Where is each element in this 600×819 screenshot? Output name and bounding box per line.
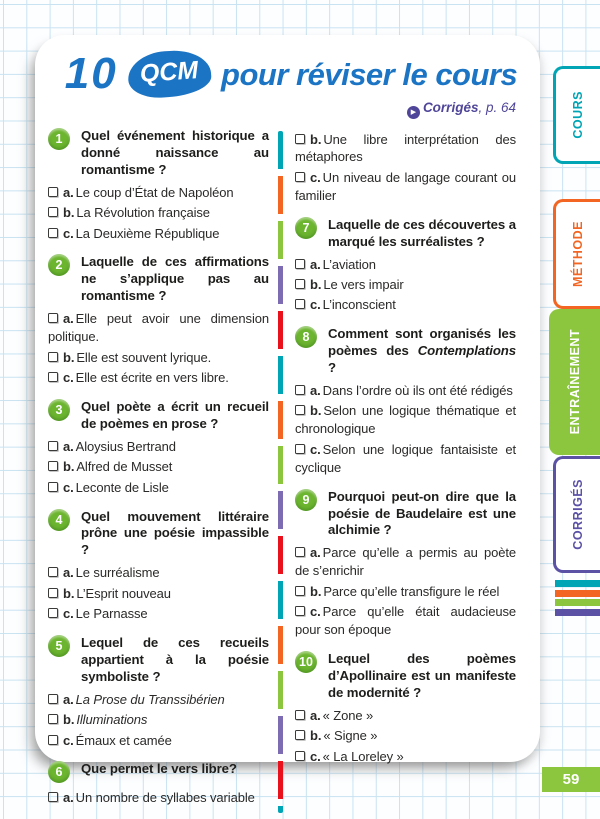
page-number: 59 (562, 771, 580, 788)
section-color-bars (555, 580, 600, 618)
checkbox-icon[interactable] (48, 352, 58, 362)
question-number: 2 (48, 254, 70, 276)
checkbox-icon[interactable] (295, 172, 305, 182)
answer-option[interactable]: c. Leconte de Lisle (48, 479, 269, 497)
checkbox-icon[interactable] (295, 606, 305, 616)
answer-option[interactable]: c. Elle est écrite en vers libre. (48, 369, 269, 387)
option-text: L’aviation (322, 256, 376, 272)
bar-orange (555, 590, 600, 597)
question-title: Que permet le vers libre? (81, 761, 237, 777)
checkbox-icon[interactable] (295, 385, 305, 395)
checkbox-icon[interactable] (48, 482, 58, 492)
option-text: « Zone » (322, 707, 374, 723)
checkbox-icon[interactable] (295, 134, 305, 144)
question-number: 9 (295, 489, 317, 511)
option-text: Un nombre de syllabes variable (75, 790, 255, 806)
checkbox-icon[interactable] (48, 187, 58, 197)
checkbox-icon[interactable] (48, 313, 58, 323)
checkbox-icon[interactable] (48, 608, 58, 618)
answer-option[interactable]: a. Dans l’ordre où ils ont été rédigés (295, 382, 516, 400)
page-title-text: pour réviser le cours (221, 56, 518, 92)
answer-option[interactable]: b. Selon une logique thématique et chronologique (295, 403, 516, 437)
question-title: Laquelle de ces découvertes a marqué les surréalistes ? (328, 216, 516, 249)
option-text: Dans l’ordre où ils ont été rédigés (322, 383, 513, 399)
bar-green (555, 599, 600, 606)
question-title: Quel mouvement littéraire prône une poésie impassible ? (81, 508, 269, 558)
answer-option[interactable]: a. Elle peut avoir une dimension politique. (48, 311, 269, 345)
answer-option[interactable]: a. Parce qu’elle a permis au poète de s’enrichir (295, 545, 516, 579)
question-9 (295, 489, 516, 639)
option-text: Elle est souvent lyrique. (76, 349, 212, 365)
column-right (295, 128, 516, 819)
answer-option[interactable]: a. L’aviation (295, 256, 516, 274)
answer-option[interactable]: c. L’inconscient (295, 296, 516, 314)
option-text: Un niveau de langage courant ou familier (295, 169, 516, 203)
question-number: 4 (48, 509, 70, 531)
question-title: Lequel de ces recueils appartient à la poésie symboliste ? (81, 634, 269, 684)
option-text: Leconte de Lisle (75, 479, 169, 495)
checkbox-icon[interactable] (295, 586, 305, 596)
checkbox-icon[interactable] (295, 730, 305, 740)
option-text: Le Parnasse (75, 606, 148, 622)
corriges-label[interactable]: Corrigés (422, 100, 479, 115)
answer-option[interactable]: b. Parce qu’elle transfigure le réel (295, 583, 516, 601)
question-7 (295, 217, 516, 315)
question-number: 8 (295, 326, 317, 348)
checkbox-icon[interactable] (48, 228, 58, 238)
checkbox-icon[interactable] (295, 444, 305, 454)
option-text: L’Esprit nouveau (76, 585, 171, 601)
answer-option[interactable]: c. La Deuxième République (48, 225, 269, 243)
question-title: Quel poète a écrit un recueil de poèmes en prose ? (81, 398, 269, 431)
checkbox-icon[interactable] (48, 694, 58, 704)
question-10 (295, 651, 516, 765)
option-text: Elle peut avoir une dimension politique. (48, 311, 269, 345)
checkbox-icon[interactable] (48, 207, 58, 217)
tab-entrainement-label: ENTRAÎNEMENT (567, 329, 582, 435)
question-title: Comment sont organisés les poèmes des Contemplations ? (328, 326, 516, 376)
answer-option[interactable]: b. Elle est souvent lyrique. (48, 349, 269, 367)
option-text: Le coup d’État de Napoléon (75, 184, 234, 200)
option-text: La Révolution française (76, 205, 210, 221)
answer-option[interactable]: b. Illuminations (48, 711, 269, 729)
question-title: Pourquoi peut-on dire que la poésie de Baudelaire est une alchimie ? (328, 488, 516, 538)
option-text: Aloysius Bertrand (75, 438, 176, 454)
checkbox-icon[interactable] (295, 259, 305, 269)
option-text: Selon une logique fantaisiste et cyclique (295, 441, 516, 475)
answer-option[interactable]: b. La Révolution française (48, 204, 269, 222)
question-5 (48, 635, 269, 749)
tab-methode-label: MÉTHODE (571, 221, 585, 287)
tab-entrainement-active[interactable] (549, 309, 600, 455)
question-number: 5 (48, 635, 70, 657)
option-text: Une libre interprétation des métaphores (295, 131, 516, 165)
answer-option[interactable]: c. Parce qu’elle était audacieuse pour son époque (295, 604, 516, 638)
checkbox-icon[interactable] (48, 714, 58, 724)
qcm-count: 10 (64, 49, 118, 98)
option-text: Parce qu’elle transfigure le réel (323, 583, 500, 599)
tab-cours[interactable] (553, 66, 600, 164)
answer-option[interactable]: b. Une libre interprétation des métaphores (295, 131, 516, 165)
question-number: 10 (295, 651, 317, 673)
dashed-color-divider (278, 131, 283, 813)
answer-option[interactable]: a. Aloysius Bertrand (48, 438, 269, 456)
bar-purple (555, 609, 600, 616)
option-text: Elle est écrite en vers libre. (75, 369, 229, 385)
answer-option[interactable]: b. Le vers impair (295, 276, 516, 294)
question-6 (48, 761, 269, 807)
option-text: La Prose du Transsibérien (75, 691, 225, 707)
answer-option[interactable]: b. L’Esprit nouveau (48, 585, 269, 603)
checkbox-icon[interactable] (295, 279, 305, 289)
checkbox-icon[interactable] (295, 710, 305, 720)
checkbox-icon[interactable] (295, 405, 305, 415)
checkbox-icon[interactable] (295, 299, 305, 309)
option-text: Le vers impair (323, 276, 404, 292)
tab-methode[interactable] (553, 199, 600, 309)
question-columns (48, 128, 520, 819)
tab-corriges-label: CORRIGÉS (571, 479, 585, 550)
answer-option[interactable]: c. Le Parnasse (48, 605, 269, 623)
answer-option[interactable]: b. Alfred de Musset (48, 458, 269, 476)
answer-option[interactable]: a. Le surréalisme (48, 564, 269, 582)
question-1 (48, 128, 269, 242)
question-title: Laquelle de ces affirmations ne s’applique pas au romantisme ? (81, 254, 269, 304)
corriges-link[interactable] (48, 100, 516, 119)
checkbox-icon[interactable] (295, 547, 305, 557)
option-text: « Signe » (323, 728, 378, 744)
question-3 (48, 399, 269, 497)
checkbox-icon[interactable] (48, 441, 58, 451)
tab-cours-label: COURS (571, 91, 585, 139)
question-2 (48, 254, 269, 386)
checkbox-icon[interactable] (48, 461, 58, 471)
answer-option[interactable]: a. Le coup d’État de Napoléon (48, 184, 269, 202)
qcm-page-card (35, 35, 540, 806)
question-8 (295, 326, 516, 476)
option-text: Selon une logique thématique et chronologique (295, 403, 516, 437)
option-text: La Deuxième République (75, 225, 220, 241)
play-icon: ▶ (407, 106, 420, 119)
answer-option[interactable]: b. « Signe » (295, 727, 516, 745)
answer-option[interactable]: a. « Zone » (295, 707, 516, 725)
question-number: 3 (48, 399, 70, 421)
option-text: Émaux et camée (75, 732, 172, 748)
page-number-badge (542, 767, 600, 792)
option-text: Illuminations (76, 712, 148, 728)
tab-corriges[interactable] (553, 456, 600, 573)
answer-option[interactable]: a. La Prose du Transsibérien (48, 691, 269, 709)
answer-option[interactable]: c. Un niveau de langage courant ou familier (295, 169, 516, 203)
answer-option[interactable]: a. Un nombre de syllabes variable (48, 789, 269, 807)
option-text: Parce qu’elle a permis au poète de s’enrichir (295, 545, 516, 579)
option-text: Alfred de Musset (76, 459, 173, 475)
question-title: Lequel des poèmes d’Apollinaire est un manifeste de modernité ? (328, 651, 516, 700)
checkbox-icon[interactable] (48, 735, 58, 745)
checkbox-icon[interactable] (48, 372, 58, 382)
column-left (48, 128, 269, 819)
option-text: « La Loreley » (322, 748, 404, 764)
option-text: Parce qu’elle était audacieuse pour son époque (295, 604, 516, 638)
question-6-continued (295, 131, 516, 205)
checkbox-icon[interactable] (48, 567, 58, 577)
question-number: 7 (295, 217, 317, 239)
checkbox-icon[interactable] (48, 792, 58, 802)
checkbox-icon[interactable] (295, 751, 305, 761)
answer-option[interactable]: c. Émaux et camée (48, 732, 269, 750)
page-title (62, 51, 520, 97)
corriges-page-ref: , p. 64 (478, 100, 516, 115)
question-title: Quel événement historique a donné naissance au romantisme ? (81, 128, 269, 177)
checkbox-icon[interactable] (48, 588, 58, 598)
bar-teal (555, 580, 600, 587)
question-4 (48, 509, 269, 623)
option-text: Le surréalisme (75, 565, 160, 581)
question-number: 1 (48, 128, 70, 150)
qcm-badge: QCM (126, 48, 212, 100)
option-text: L’inconscient (322, 297, 396, 313)
answer-option[interactable]: c. « La Loreley » (295, 748, 516, 766)
question-number: 6 (48, 761, 70, 783)
answer-option[interactable]: c. Selon une logique fantaisiste et cyclique (295, 441, 516, 475)
